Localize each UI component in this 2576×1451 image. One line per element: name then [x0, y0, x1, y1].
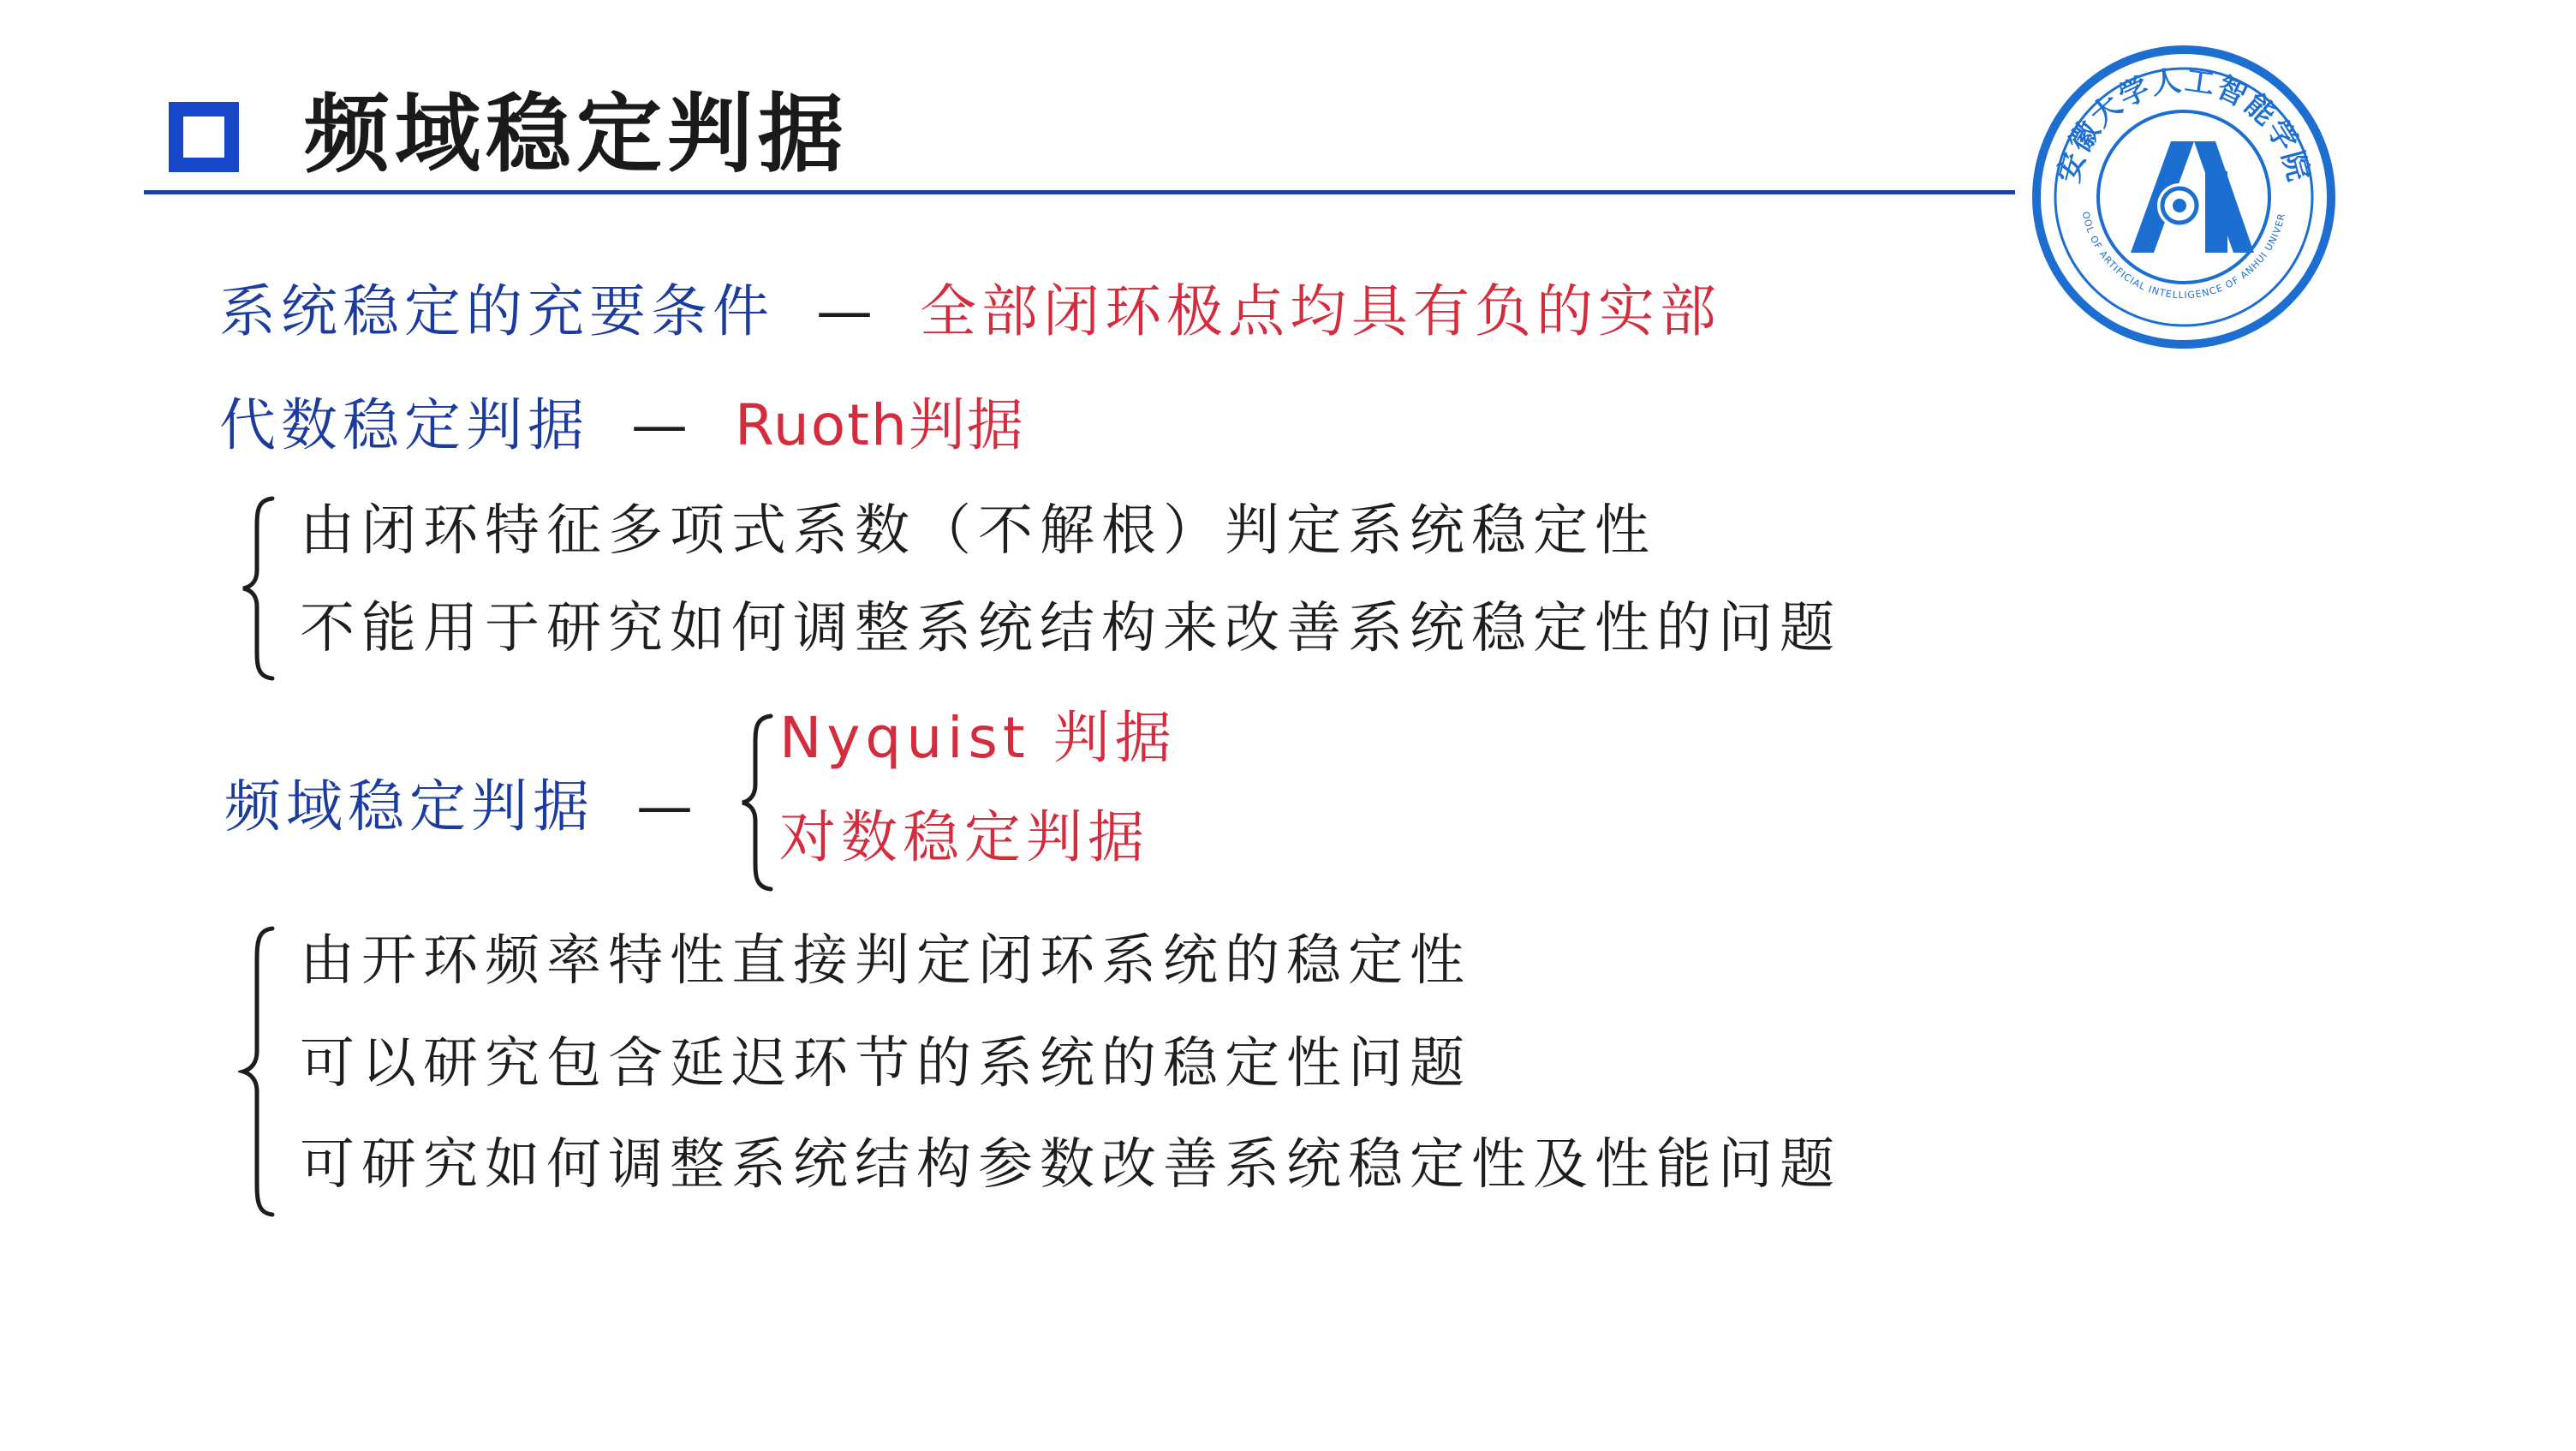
algebraic-point: 不能用于研究如何调整系统结构来改善系统稳定性的问题 — [300, 597, 1841, 660]
frequency-label: 频域稳定判据 — [224, 773, 594, 839]
frequency-point: 可研究如何调整系统结构参数改善系统稳定性及性能问题 — [300, 1133, 1841, 1197]
condition-label: 系统稳定的充要条件 — [219, 278, 774, 344]
condition-dash: — — [815, 278, 878, 344]
left-brace-icon — [738, 713, 779, 893]
algebraic-label: 代数稳定判据 — [219, 392, 589, 458]
algebraic-criterion-row — [219, 390, 1025, 462]
university-logo-icon — [2030, 43, 2338, 351]
logo-ring-text-bottom: OOL OF ARTIFICIAL INTELLIGENCE OF ANHUI UNIVER — [2079, 210, 2288, 302]
page-title: 频域稳定判据 — [304, 84, 849, 184]
frequency-dash: — — [635, 773, 698, 839]
university-logo — [2030, 43, 2338, 351]
frequency-criterion-row — [224, 771, 698, 843]
stability-condition-row — [219, 276, 1721, 348]
title-underline — [144, 190, 2015, 194]
frequency-method: Nyquist 判据 — [779, 705, 1177, 771]
hollow-square-icon — [169, 102, 239, 172]
algebraic-dash: — — [630, 392, 693, 458]
frequency-method: 对数稳定判据 — [779, 804, 1149, 870]
left-brace-icon — [238, 495, 281, 682]
algebraic-point: 由闭环特征多项式系数（不解根）判定系统稳定性 — [300, 499, 1656, 563]
condition-value: 全部闭环极点均具有负的实部 — [919, 278, 1721, 344]
logo-ring-text-top: 安徽大学人工智能学院 — [2051, 63, 2317, 187]
frequency-point: 由开环频率特性直接判定闭环系统的稳定性 — [300, 929, 1471, 993]
left-brace-icon — [238, 925, 281, 1218]
algebraic-value: Ruoth判据 — [734, 392, 1025, 458]
frequency-point: 可以研究包含延迟环节的系统的稳定性问题 — [300, 1032, 1471, 1096]
